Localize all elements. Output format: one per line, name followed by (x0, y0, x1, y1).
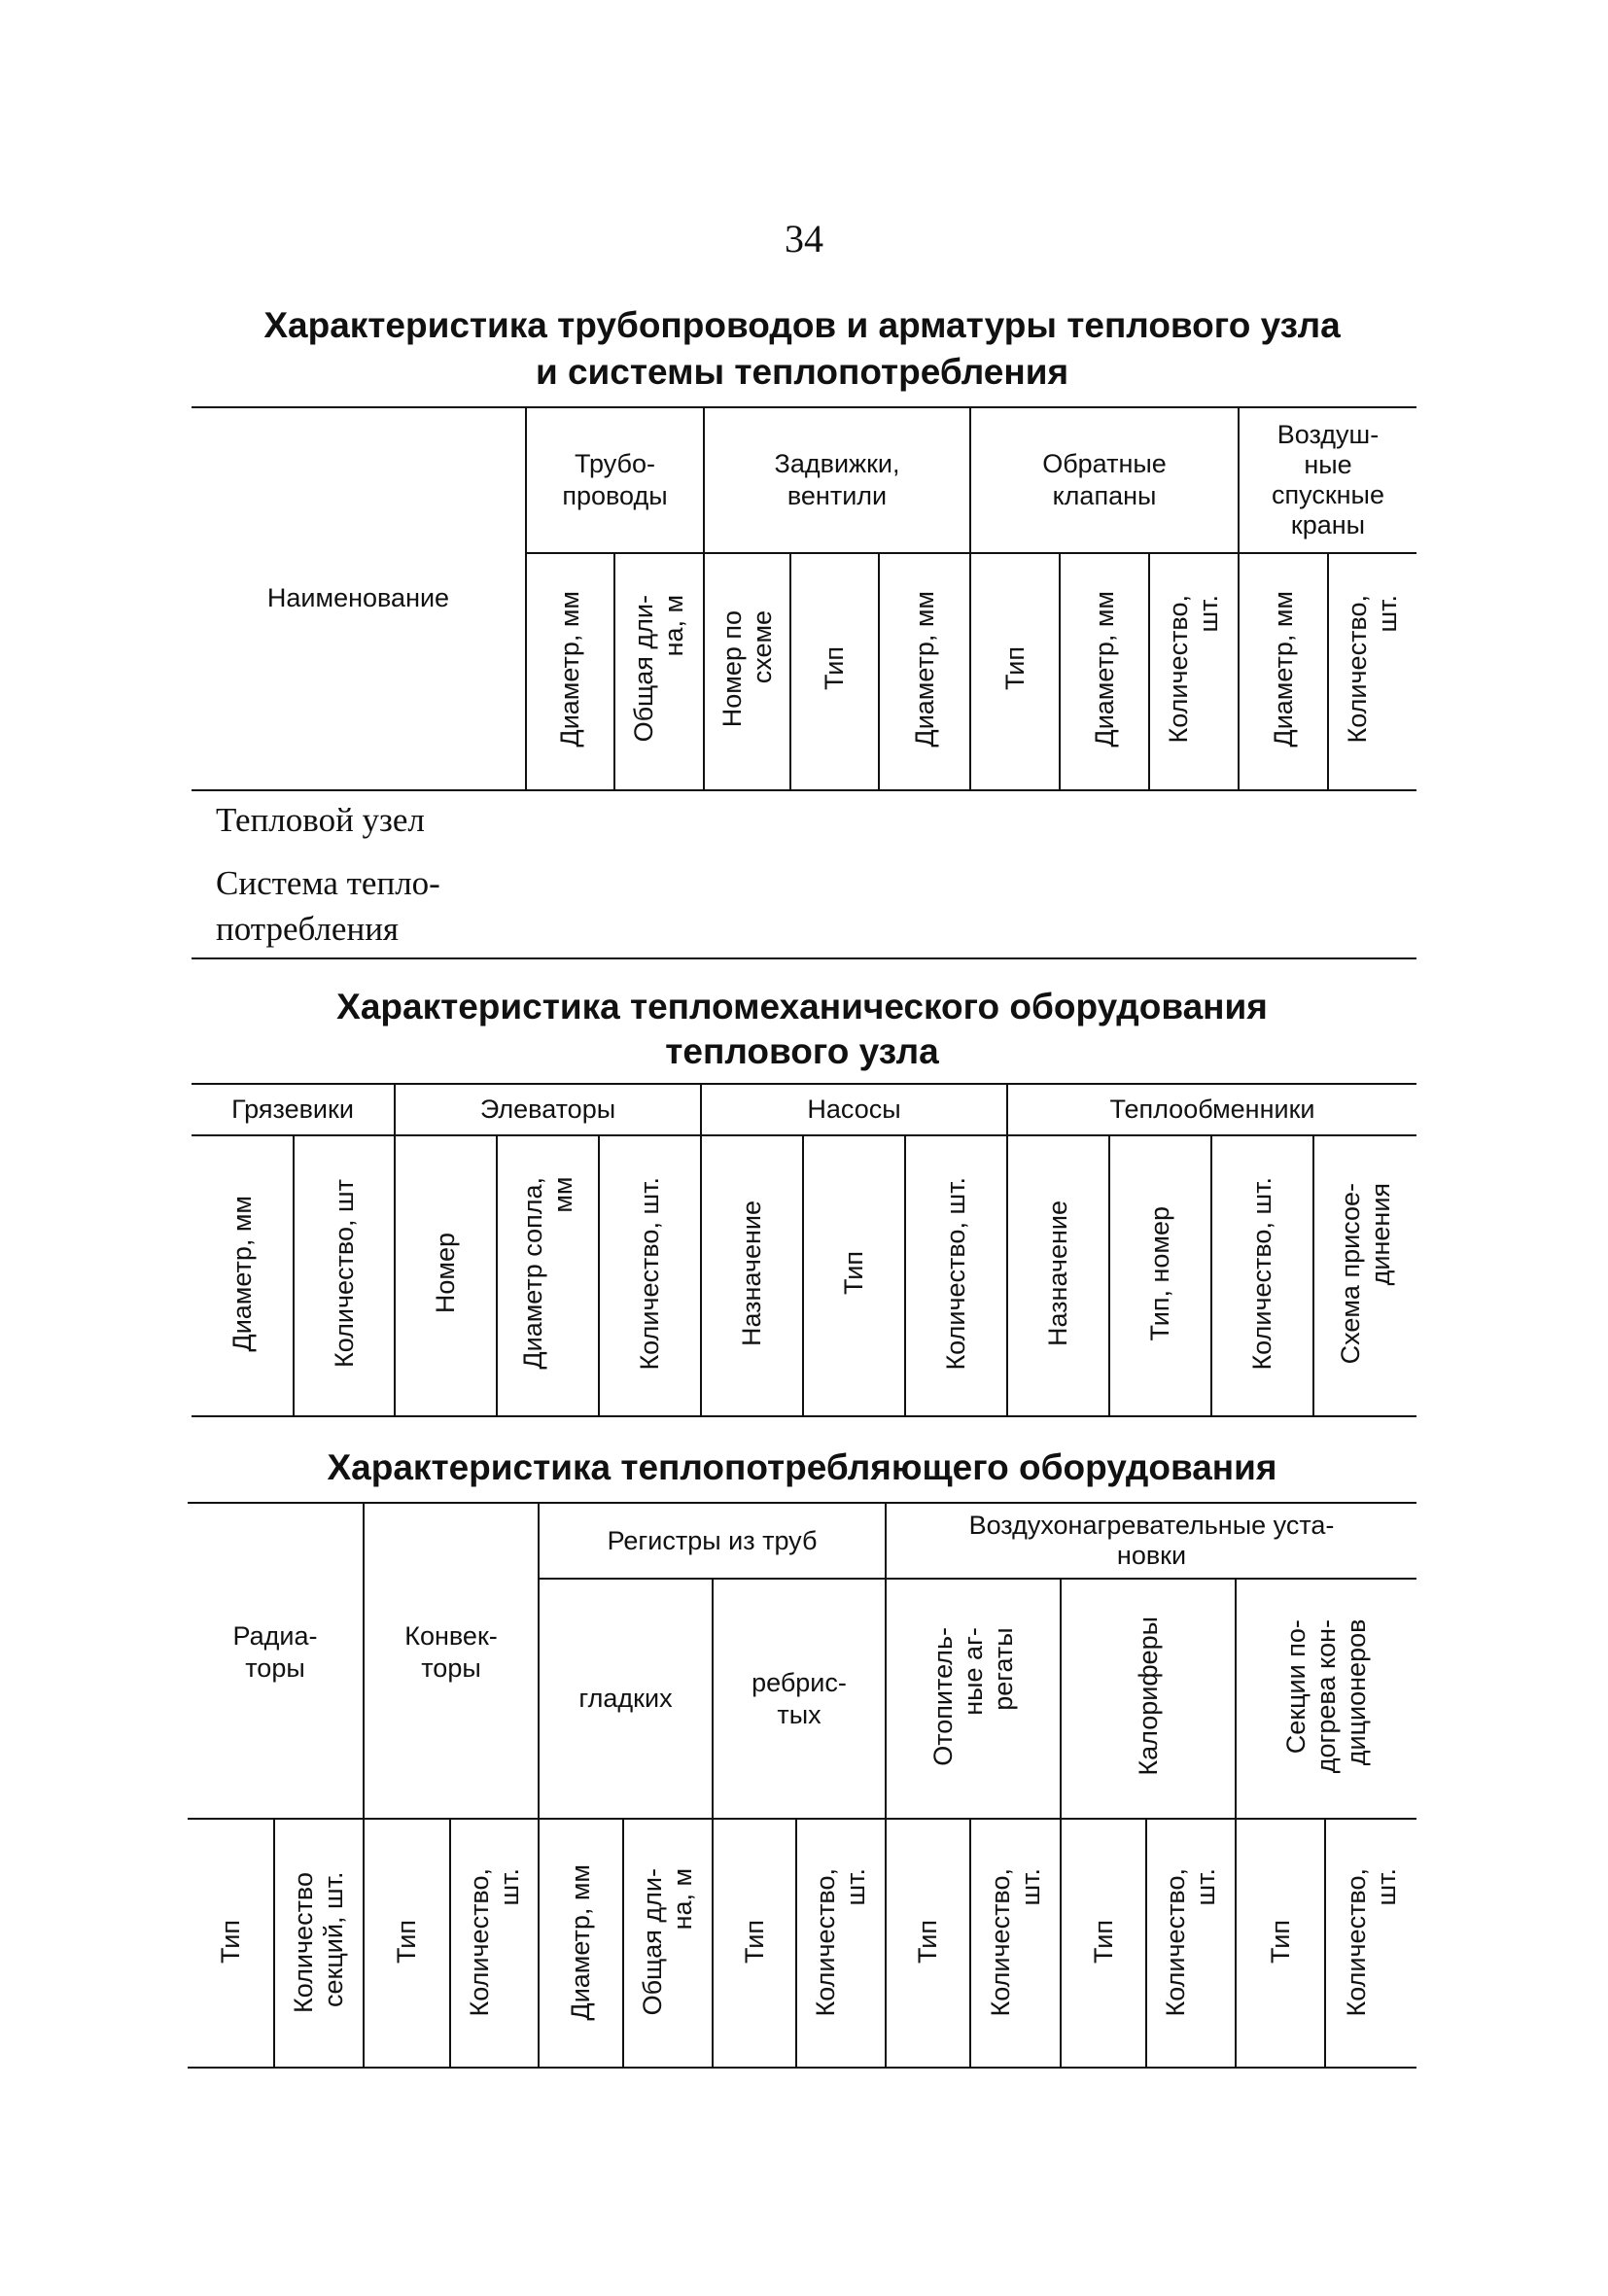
mud-traps-header: Грязевики (231, 1095, 354, 1124)
air-heaters-header: Воздухонагревательные уста- новки (968, 1511, 1335, 1570)
t2-sub-number: Номер (431, 1233, 460, 1314)
pumps-header: Насосы (807, 1095, 901, 1124)
t2-sub-pump-type: Тип (839, 1251, 868, 1296)
t2-sub-diameter: Диаметр, мм (227, 1195, 257, 1352)
t2-sub-exchanger-type: Тип, номер (1145, 1205, 1174, 1341)
table3-title: Характеристика теплопотребляющего оборудования (327, 1447, 1277, 1487)
t3-sub-radiator-type: Тип (215, 1920, 245, 1965)
table2-title-line1: Характеристика тепломеханического оборудования (336, 987, 1268, 1026)
t3-sub-ribbed-type: Тип (739, 1920, 769, 1965)
heat-exchangers-header: Теплообменники (1109, 1095, 1315, 1124)
row-heat-consumption-system: Система тепло- потребления (216, 864, 440, 948)
t3-sub-smooth-length: Общая дли- на, м (638, 1868, 697, 2016)
t1-sub-air-count: Количество, шт. (1343, 594, 1402, 744)
t3-sub-calorifer-count: Количество, шт. (1161, 1867, 1220, 2017)
t1-sub-check-type: Тип (999, 646, 1030, 691)
t1-sub-length: Общая дли- на, м (629, 595, 688, 743)
t2-sub-pump-count: Количество, шт. (941, 1176, 970, 1371)
radiators-header: Радиа- торы (232, 1621, 318, 1683)
name-header: Наименование (266, 582, 450, 612)
elevators-header: Элеваторы (479, 1095, 616, 1124)
t3-sub-convector-count: Количество, шт. (464, 1867, 524, 2017)
conditioner-sections-header: Секции по- догрева кон- диционеров (1281, 1618, 1371, 1774)
t2-sub-exchanger-purpose: Назначение (1043, 1200, 1072, 1347)
t1-sub-scheme-number: Номер по схеме (717, 609, 777, 728)
t3-sub-section-count: Количество, шт. (1341, 1867, 1401, 2017)
t2-sub-mud-count: Количество, шт (329, 1178, 359, 1369)
ribbed-header: ребрис- тых (752, 1667, 847, 1729)
t3-sub-heating-type: Тип (913, 1920, 942, 1965)
calorifers-header: Калориферы (1133, 1617, 1163, 1776)
t2-sub-nozzle-diameter: Диаметр сопла, мм (517, 1177, 577, 1370)
t3-sub-calorifer-type: Тип (1088, 1920, 1118, 1965)
page-number: 34 (785, 217, 823, 261)
pipes-header: Трубо- проводы (562, 449, 668, 510)
t1-sub-check-count: Количество, шт. (1164, 594, 1223, 744)
t1-sub-valve-type: Тип (820, 646, 849, 691)
t1-sub-valve-diameter: Диаметр, мм (909, 590, 939, 748)
table2-title-line2: теплового узла (665, 1031, 939, 1071)
t3-sub-ribbed-count: Количество, шт. (811, 1867, 870, 2017)
t1-sub-diameter-pipes: Диаметр, мм (555, 590, 584, 748)
t2-sub-pump-purpose: Назначение (737, 1200, 766, 1347)
t2-sub-exchanger-count: Количество, шт. (1247, 1176, 1276, 1371)
convectors-header: Конвек- торы (404, 1621, 498, 1683)
heating-units-header: Отопитель- ные аг- регаты (927, 1626, 1018, 1766)
table1-title-line1: Характеристика трубопроводов и арматуры теплового узла (263, 305, 1341, 345)
smooth-header: гладких (578, 1684, 673, 1713)
t3-sub-smooth-diameter: Диаметр, мм (566, 1863, 595, 2021)
check-valves-header: Обратные клапаны (1042, 449, 1167, 510)
valves-header: Задвижки, вентили (774, 449, 900, 510)
t2-sub-connection-scheme: Схема присое- динения (1335, 1182, 1395, 1365)
table1-title-line2: и системы теплопотребления (535, 352, 1069, 392)
t1-sub-check-diameter: Диаметр, мм (1089, 590, 1119, 748)
t3-sub-radiator-sections: Количество секций, шт. (289, 1871, 348, 2013)
t3-sub-section-type: Тип (1265, 1920, 1295, 1965)
air-cocks-header: Воздуш- ные спускные краны (1272, 420, 1384, 539)
t2-sub-elevator-count: Количество, шт. (635, 1176, 664, 1371)
t1-sub-air-diameter: Диаметр, мм (1268, 590, 1298, 748)
t3-sub-convector-type: Тип (392, 1920, 421, 1965)
row-heat-node: Тепловой узел (216, 801, 425, 839)
t3-sub-heating-count: Количество, шт. (985, 1867, 1045, 2017)
registers-header: Регистры из труб (607, 1525, 818, 1555)
